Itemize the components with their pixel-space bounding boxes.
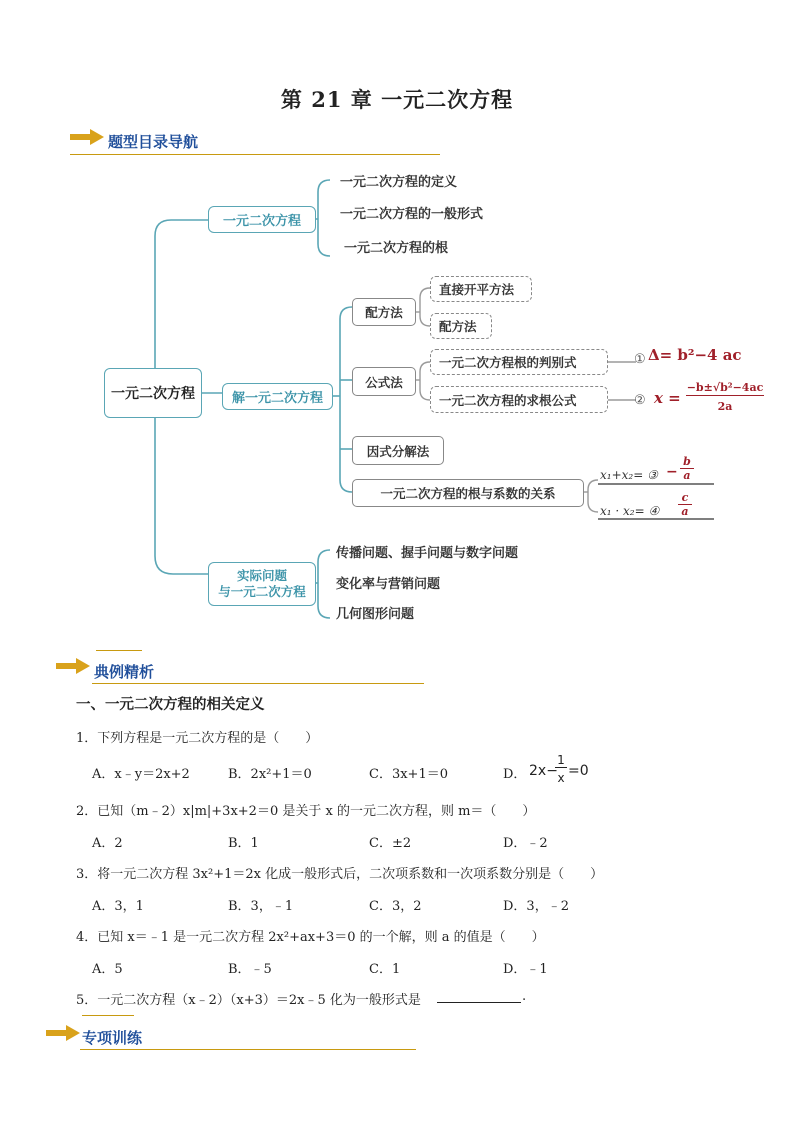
- method-factoring: 因式分解法: [352, 436, 444, 465]
- question-1: 1．下列方程是一元二次方程的是（ ）: [76, 731, 319, 746]
- nav-heading: 题型目录导航: [108, 133, 199, 151]
- vieta-sum-denominator: a: [683, 469, 691, 482]
- arrow-right-icon: [46, 1025, 80, 1041]
- q3-option-d: D．3，﹣2: [503, 899, 569, 914]
- leaf-spread-problems: 传播问题、握手问题与数字问题: [336, 546, 519, 561]
- vieta-sum-sign: −: [666, 464, 678, 480]
- method-formula: 公式法: [352, 367, 416, 396]
- answer-blank: [437, 1002, 521, 1003]
- vieta-sum-label: x₁+x₂= ③: [600, 468, 658, 482]
- leaf-definition: 一元二次方程的定义: [340, 175, 458, 190]
- q2-option-d: D．﹣2: [503, 836, 548, 851]
- question-5-end: .: [522, 989, 527, 1004]
- formula-number-2: ②: [634, 393, 646, 408]
- leaf-geometry-problems: 几何图形问题: [336, 607, 415, 622]
- example-heading: 典例精析: [94, 663, 155, 681]
- branch-applications-line2: 与一元二次方程: [218, 584, 306, 599]
- q3-option-c: C．3，2: [369, 899, 422, 914]
- formula-number-1: ①: [634, 352, 646, 367]
- discriminant-formula: Δ= b²−4 ac: [648, 346, 742, 364]
- branch-definition: 一元二次方程: [208, 206, 316, 233]
- vieta-sum-numerator: b: [680, 455, 694, 469]
- method-completing-square: 配方法: [352, 298, 416, 326]
- vieta-box: 一元二次方程的根与系数的关系: [352, 479, 584, 507]
- vieta-product-label: x₁ · x₂= ④: [600, 504, 660, 518]
- vieta-product-denominator: a: [681, 505, 689, 518]
- short-rule: [96, 650, 142, 651]
- q4-option-b: B．﹣5: [228, 962, 272, 977]
- quadratic-formula-denominator: 2a: [717, 400, 733, 413]
- method-completing-square-sub: 配方法: [430, 313, 492, 339]
- q1-option-d-denominator: x: [557, 771, 565, 785]
- branch-applications-line1: 实际问题: [236, 568, 287, 583]
- q2-option-b: B．1: [228, 836, 259, 851]
- arrow-right-icon: [56, 658, 90, 674]
- q1-option-d-prefix: 2x−: [529, 763, 558, 779]
- q4-option-c: C．1: [369, 962, 401, 977]
- question-4: 4．已知 x＝﹣1 是一元二次方程 2x²+ax+3＝0 的一个解，则 a 的值是（ ）: [76, 930, 545, 945]
- quadratic-formula-lhs: x =: [654, 389, 681, 407]
- root-formula-box: 一元二次方程的求根公式: [430, 386, 608, 413]
- quadratic-formula-numerator: −b±√b²−4ac: [686, 381, 764, 394]
- q1-option-c: C．3x+1＝0: [369, 767, 448, 782]
- branch-applications: [208, 562, 316, 606]
- question-2: 2．已知（m﹣2）x|m|+3x+2＝0 是关于 x 的一元二次方程，则 m＝（ ）: [76, 804, 536, 819]
- heading-rule: [80, 1049, 416, 1050]
- q2-option-a: A．2: [92, 836, 123, 851]
- q3-option-a: A．3，1: [92, 899, 144, 914]
- page-title: 第 21 章 一元二次方程: [280, 87, 514, 112]
- question-3: 3．将一元二次方程 3x²+1＝2x 化成一般形式后，二次项系数和一次项系数分别是（ ）: [76, 867, 604, 882]
- q2-option-c: C．±2: [369, 836, 412, 851]
- question-5: 5．一元二次方程（x﹣2）（x+3）＝2x﹣5 化为一般形式是: [76, 993, 421, 1008]
- q1-option-d-label: D．: [503, 767, 527, 782]
- q3-option-b: B．3，﹣1: [228, 899, 294, 914]
- q1-option-d-numerator: 1: [555, 753, 567, 768]
- q1-option-a: A．x﹣y＝2x+2: [92, 767, 190, 782]
- section-1-title: 一、一元二次方程的相关定义: [76, 697, 265, 713]
- q4-option-d: D．﹣1: [503, 962, 548, 977]
- mindmap-root: 一元二次方程: [104, 368, 202, 418]
- vieta-product-numerator: c: [678, 491, 692, 505]
- q1-option-b: B．2x²+1＝0: [228, 767, 312, 782]
- short-rule: [82, 1015, 134, 1016]
- heading-rule: [92, 683, 424, 684]
- leaf-general-form: 一元二次方程的一般形式: [340, 207, 484, 222]
- q1-option-d-suffix: =0: [568, 763, 589, 779]
- leaf-rate-problems: 变化率与营销问题: [336, 577, 441, 592]
- q4-option-a: A．5: [92, 962, 123, 977]
- discriminant-box: 一元二次方程根的判别式: [430, 349, 608, 375]
- branch-solving: 解一元二次方程: [222, 383, 333, 410]
- method-direct-sqrt: 直接开平方法: [430, 276, 532, 302]
- training-heading: 专项训练: [82, 1029, 143, 1047]
- leaf-roots: 一元二次方程的根: [344, 241, 449, 256]
